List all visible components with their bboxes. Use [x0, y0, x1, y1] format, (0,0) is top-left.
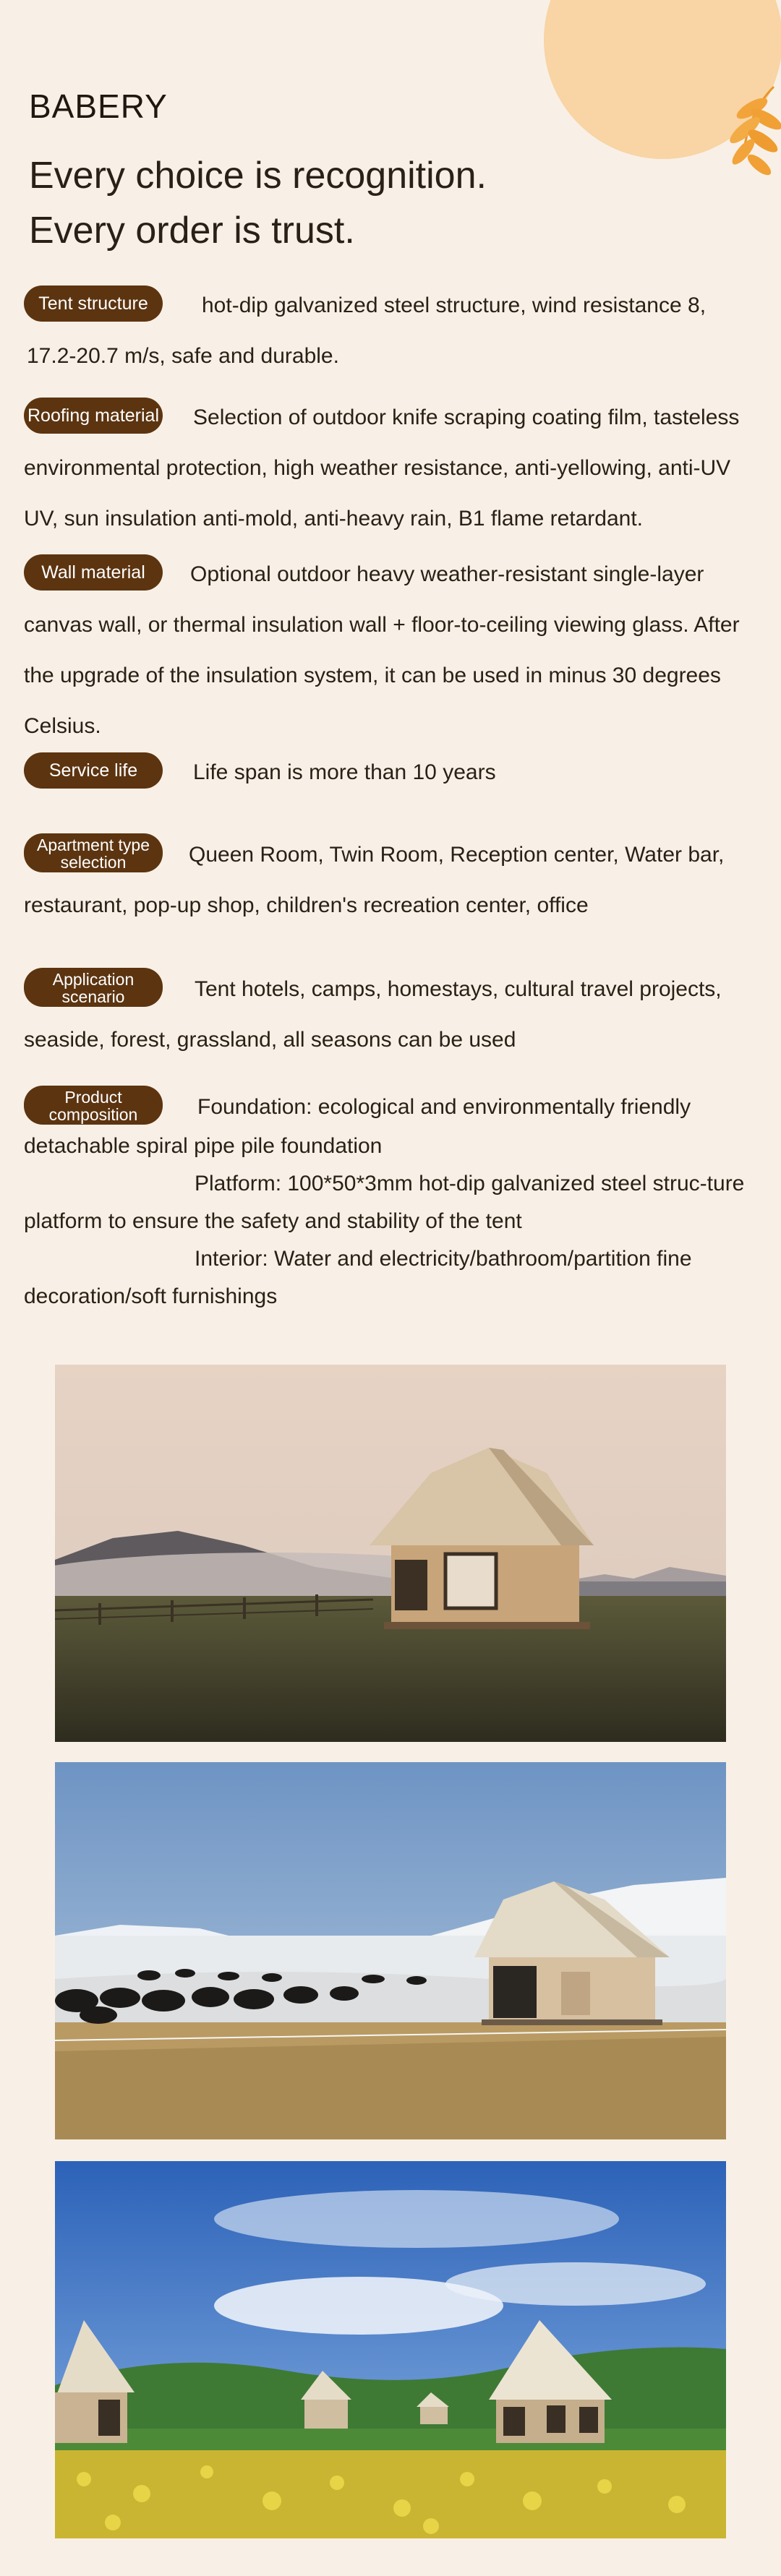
spec-wall-material-text: Optional outdoor heavy weather-resistant single-layer canvas wall, or thermal insulation wall + floor-to-ceiling viewing glass. After the upgrade of the insulation system, it can be used in minus 30 degrees Celsius.	[24, 562, 740, 738]
composition-interior: Interior: Water and electricity/bathroom/partition fine decoration/soft furnishings	[24, 1247, 692, 1309]
spec-product-composition	[24, 1089, 769, 1315]
composition-platform: Platform: 100*50*3mm hot-dip galvanized steel struc-ture platform to ensure the safety and stability of the tent	[24, 1172, 745, 1234]
photo-tent-mountain-mist	[55, 1365, 726, 1742]
spec-application-scenario	[24, 964, 769, 1065]
tag-application-scenario-line-2: scenario	[61, 987, 125, 1007]
photo-tents-flower-field	[55, 2161, 726, 2538]
tag-application-scenario	[24, 968, 163, 1007]
spec-tent-structure	[24, 280, 733, 382]
slogan-line-2: Every order is trust.	[29, 210, 355, 252]
leaf-decoration-icon	[723, 80, 781, 188]
brand-name: BABERY	[29, 87, 168, 125]
tag-product-composition-line-2: composition	[48, 1105, 138, 1125]
spec-roofing-material	[24, 392, 769, 544]
spec-wall-material	[24, 549, 769, 752]
tag-service-life: Service life	[24, 752, 163, 789]
tag-product-composition-line-1: Product	[64, 1088, 122, 1107]
spec-application-scenario-text: Tent hotels, camps, homestays, cultural travel projects, seaside, forest, grassland, all seasons can be used	[24, 977, 722, 1052]
tag-wall-material: Wall material	[24, 554, 163, 591]
photo-tent-snow-yaks	[55, 1762, 726, 2139]
tag-product-composition	[24, 1086, 163, 1125]
spec-apartment-type	[24, 830, 769, 931]
tag-roofing-material: Roofing material	[24, 398, 163, 434]
slogan	[29, 148, 487, 258]
spec-service-life	[24, 747, 769, 798]
spec-roofing-material-text: Selection of outdoor knife scraping coating film, tasteless environmental protection, high weather resistance, anti-yellowing, anti-UV UV, sun insulation anti-mold, anti-heavy rain, B1 flame retardant.	[24, 405, 740, 531]
composition-foundation: Foundation: ecological and environmentally friendly detachable spiral pipe pile foundation	[24, 1095, 691, 1159]
spec-apartment-type-text: Queen Room, Twin Room, Reception center, Water bar, restaurant, pop-up shop, children's recreation center, office	[24, 843, 725, 917]
spec-service-life-text: Life span is more than 10 years	[193, 760, 496, 784]
spec-tent-structure-text: hot-dip galvanized steel structure, wind resistance 8, 17.2-20.7 m/s, safe and durable.	[27, 293, 707, 368]
tag-apartment-type-line-1: Apartment type	[37, 836, 150, 855]
tag-apartment-type-line-2: selection	[60, 853, 127, 872]
tag-apartment-type	[24, 833, 163, 872]
tag-application-scenario-line-1: Application	[52, 970, 135, 989]
tag-tent-structure: Tent structure	[24, 285, 163, 322]
slogan-line-1: Every choice is recognition.	[29, 155, 487, 197]
